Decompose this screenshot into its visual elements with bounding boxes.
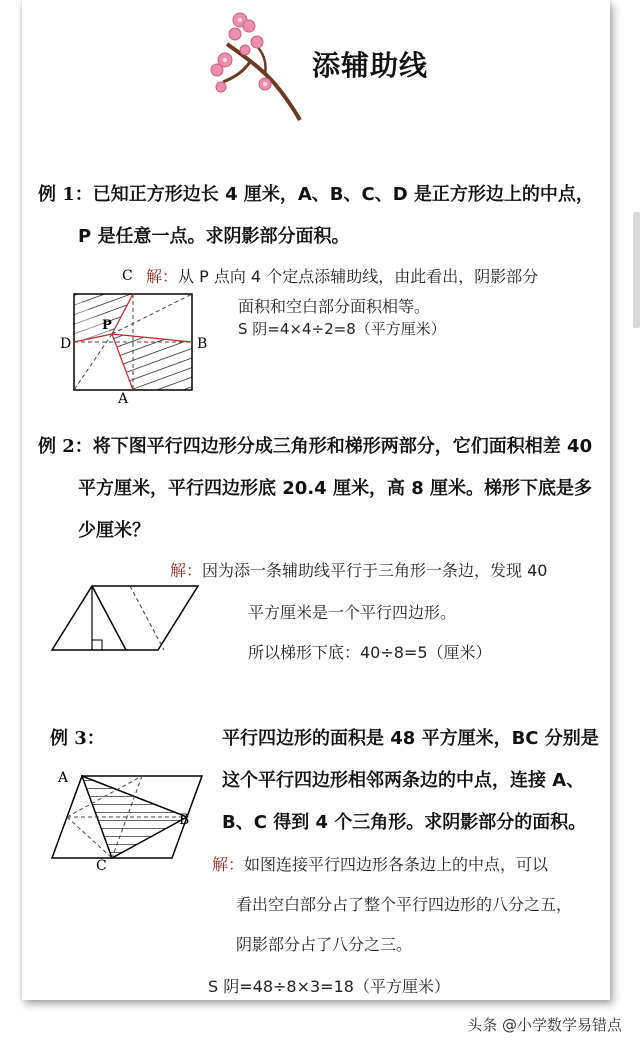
example3-parallelogram-figure [44, 764, 204, 872]
example2-line2: 平方厘米，平行四边形底 20.4 厘米，高 8 厘米。梯形下底是多 [78, 478, 592, 499]
example1-solution-line1: 解：从 P 点向 4 个定点添辅助线，由此看出，阴影部分 [146, 267, 539, 286]
label-b: B [179, 812, 190, 828]
plum-blossom-icon [205, 12, 305, 124]
example2-line3: 少厘米？ [78, 520, 150, 541]
scrollbar-thumb[interactable] [633, 212, 640, 328]
example3-solution-line1: 解：如图连接平行四边形各条边上的中点，可以 [212, 855, 549, 874]
example1-line2: P 是任意一点。求阴影部分面积。 [78, 226, 350, 247]
example3-line2: 这个平行四边形相邻两条边的中点，连接 A、 [222, 770, 585, 791]
example2-parallelogram-figure [48, 582, 202, 654]
example3-line1: 平行四边形的面积是 48 平方厘米，BC 分别是 [222, 728, 599, 749]
example3-label-line [50, 724, 105, 750]
example2-solution-line1: 解：因为添一条辅助线平行于三角形一条边，发现 40 [170, 561, 548, 580]
example1-label: 例 1： [38, 184, 93, 205]
example3-label: 例 3： [50, 728, 105, 749]
watermark-text: 头条 @小学数学易错点 [467, 1016, 622, 1034]
example1-solution-line2: 面积和空白部分面积相等。 [238, 297, 431, 316]
example1-solution-formula: S 阴=4×4÷2=8（平方厘米） [238, 320, 446, 338]
label-d: D [60, 336, 72, 352]
example1-line1: 例 1：已知正方形边长 4 厘米，A、B、C、D 是正方形边上的中点， [38, 184, 594, 205]
example3-line3: B、C 得到 4 个三角形。求阴影部分的面积。 [222, 812, 587, 833]
example3-solution-formula: S 阴=48÷8×3=18（平方厘米） [208, 977, 450, 996]
label-a: A [118, 391, 129, 404]
label-c: C [122, 268, 133, 284]
example2-solution-formula: 所以梯形下底：40÷8=5（厘米） [248, 643, 492, 662]
label-a: A [58, 770, 69, 786]
example3-solution-line2: 看出空白部分占了整个平行四边形的八分之五， [236, 895, 573, 914]
label-b: B [197, 336, 208, 352]
example2-label: 例 2： [38, 436, 93, 457]
example3-solution-line3: 阴影部分占了八分之三。 [236, 935, 413, 954]
example2-line1: 例 2：将下图平行四边形分成三角形和梯形两部分，它们面积相差 40 [38, 436, 593, 457]
label-c: C [96, 858, 107, 872]
label-p: P [102, 318, 112, 333]
example2-solution-line2: 平方厘米是一个平行四边形。 [248, 603, 457, 622]
page-title: 添辅助线 [312, 49, 429, 82]
